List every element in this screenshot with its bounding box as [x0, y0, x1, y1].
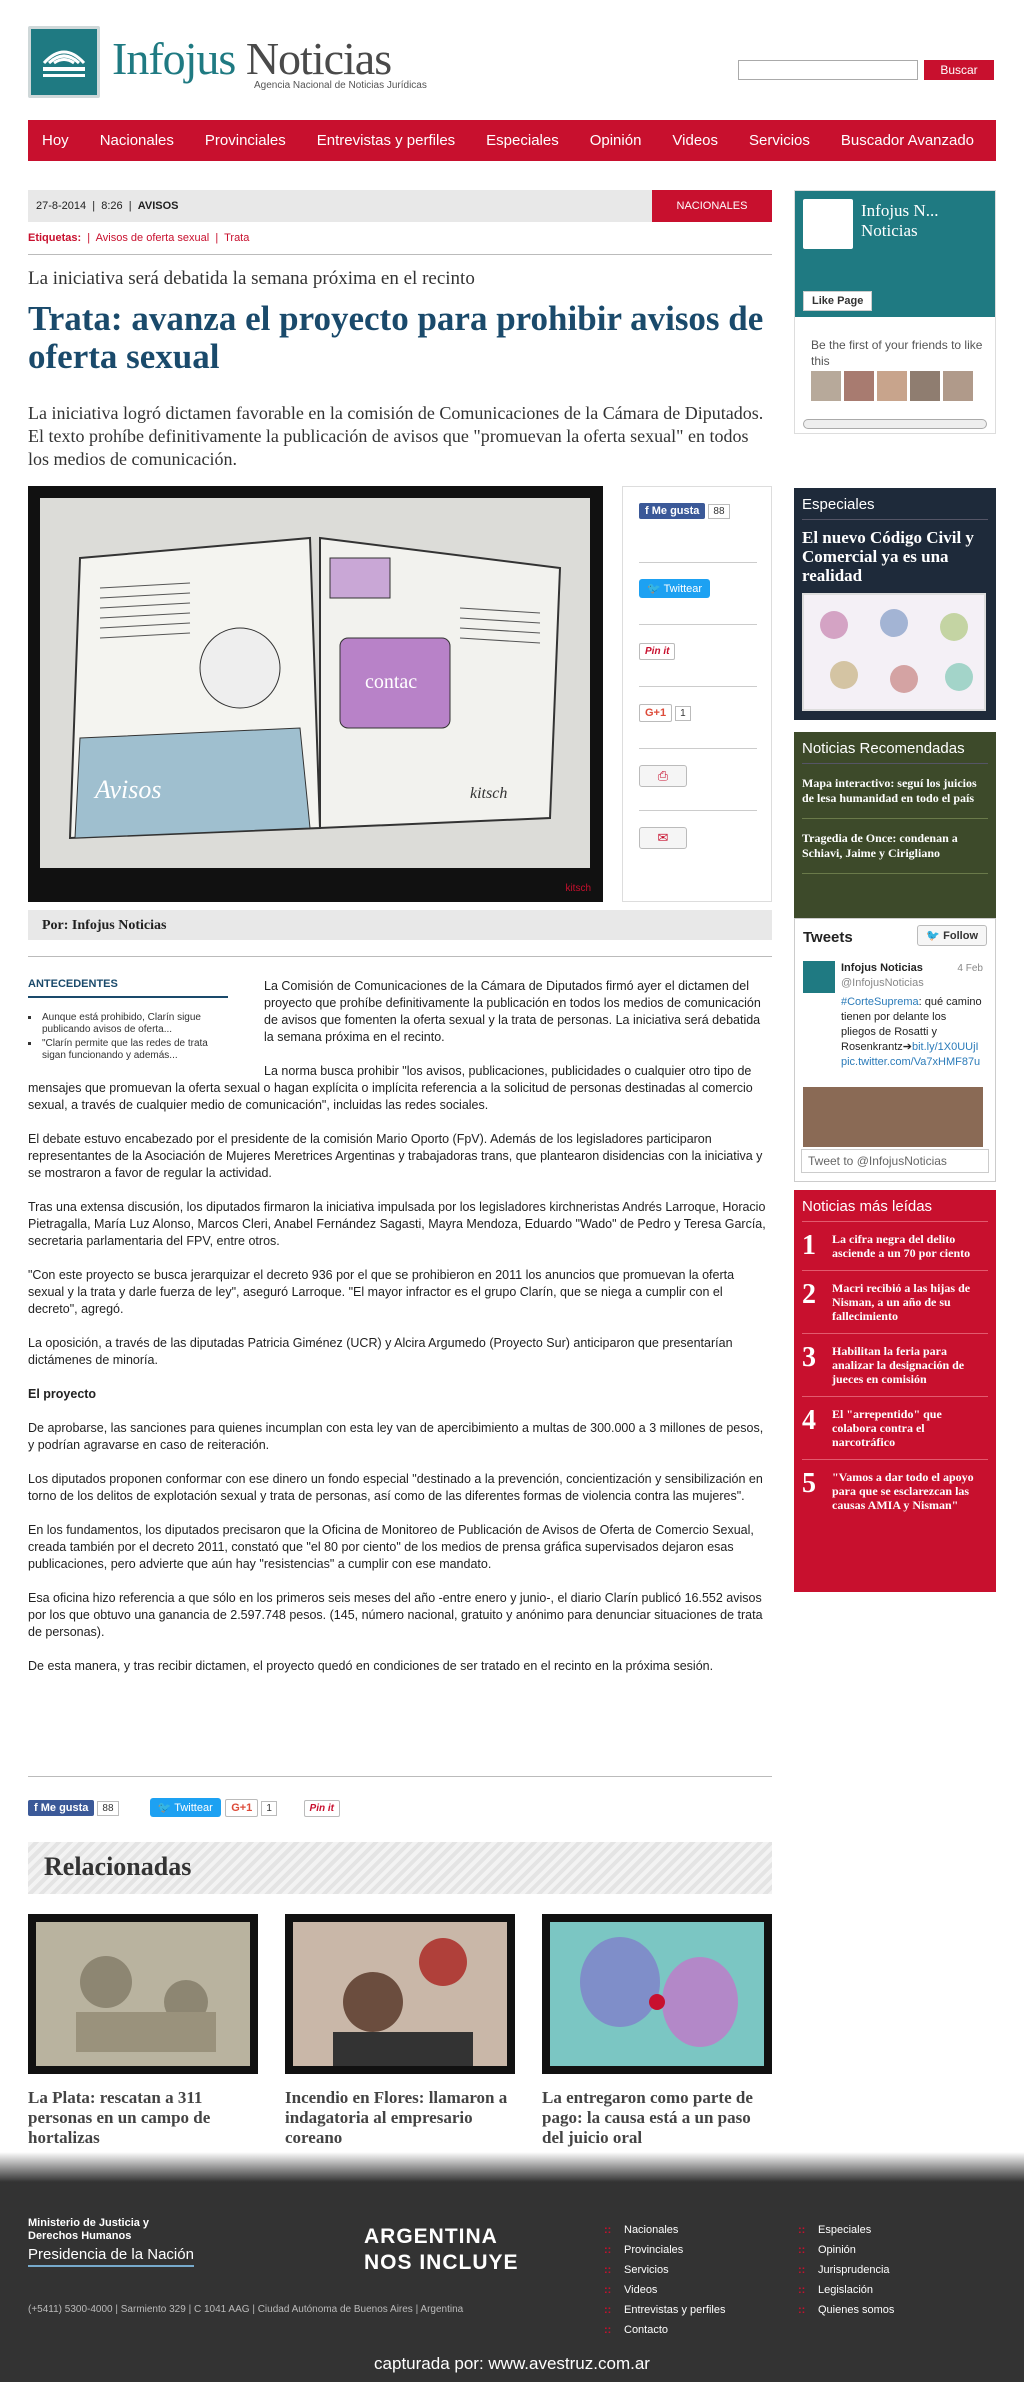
footer-link[interactable]: :: Jurisprudencia — [798, 2260, 894, 2280]
fb-friend-faces — [811, 371, 973, 401]
tweet-link[interactable]: pic.twitter.com/Va7xHMF87u — [841, 1056, 981, 1068]
paragraph: Los diputados proponen conformar con ese dinero un fondo especial "destinado a la prevención, concientización y sensibilización en torno de los delitos de explotación sexual y trata de personas, así como de las diferentes formas de violencia contra las mujeres". — [28, 1472, 763, 1503]
share-bar-bottom — [28, 1798, 772, 1822]
paragraph: En los fundamentos, los diputados precisaron que la Oficina de Monitoreo de Publicación de Avisos de Oferta de Comercio Sexual, creada también por el decreto 2011, constató que "el 80 por ciento" de los medios de prensa gráfica supervisados dejaron esas publicaciones, pero advierte que aún hay "resistencias" a cumplir con ese mandato. — [28, 1523, 754, 1571]
paragraph: La norma busca prohibir "los avisos, publicaciones, publicidades o cualquier otro tipo de mensajes que promuevan la oferta sexual o hagan explícita o implícita referencia a la solicitud de personas destinadas al comercio sexual, a través de cualquier medio de comunicación", incluidas las redes sociales. — [28, 1064, 753, 1112]
share-row-pinterest — [639, 625, 757, 687]
nav-item-hoy[interactable]: Hoy — [42, 132, 69, 149]
related-title[interactable]: La Plata: rescatan a 311 personas en un campo de hortalizas — [28, 2088, 211, 2147]
antecedentes-title: ANTECEDENTES — [28, 978, 228, 998]
newspaper-illustration — [40, 498, 590, 868]
tw-label: Twittear — [174, 1802, 213, 1814]
article-category: AVISOS — [137, 200, 179, 212]
argentina-logo[interactable] — [364, 2224, 519, 2276]
footer-address: (+5411) 5300-4000 | Sarmiento 329 | C 1041 AAG | Ciudad Autónoma de Buenos Aires | Argentina — [28, 2304, 464, 2315]
article-photo — [28, 486, 603, 902]
especiales-label: Especiales — [802, 496, 988, 520]
tweet-link[interactable]: bit.ly/1X0UUjI — [911, 1041, 979, 1053]
tweet-date[interactable]: 4 Feb — [957, 963, 983, 974]
leida-text[interactable]: Macri recibió a las hijas de Nisman, a un año de su fallecimiento — [832, 1281, 971, 1323]
tags-label: Etiquetas: — [28, 232, 82, 244]
especiales-headline[interactable]: El nuevo Código Civil y Comercial ya es una realidad — [802, 528, 974, 585]
svg-text:Avisos: Avisos — [95, 775, 162, 804]
share-column — [622, 486, 772, 902]
footer-link[interactable]: :: Quienes somos — [798, 2300, 894, 2320]
relacionadas-header — [28, 1842, 772, 1894]
facebook-page-widget — [794, 190, 996, 434]
tweet-author[interactable]: Infojus Noticias — [841, 962, 923, 974]
article-byline: Por: Infojus Noticias — [28, 910, 772, 940]
recomendada-link[interactable]: Tragedia de Once: condenan a Schiavi, Jaime y Cirigliano — [802, 819, 988, 874]
leida-number: 3 — [802, 1342, 816, 1373]
especiales-image[interactable] — [802, 593, 986, 711]
article-date-value: 27-8-2014 — [36, 200, 87, 212]
tweet-body-text: : qué camino tienen por delante los pliegos de Rosatti y Rosenkrantz➔ — [841, 996, 982, 1053]
presidencia-text[interactable]: Presidencia de la Nación — [28, 2246, 194, 2267]
paragraph: De aprobarse, las sanciones para quienes incumplan con esta ley van de apercibimiento a multas de 300.000 a 3 millones de pesos, y podrían agravarse en caso de reiteración. — [28, 1421, 764, 1452]
logo-icon[interactable] — [28, 26, 100, 98]
tw-label: Twittear — [663, 583, 703, 595]
related-card[interactable] — [542, 1914, 772, 2148]
logo-title[interactable] — [112, 33, 392, 84]
related-title[interactable]: Incendio en Flores: llamaron a indagatoria al empresario coreano — [285, 2088, 508, 2147]
twitter-tweet-button[interactable]: 🐦 Twittear — [639, 579, 710, 598]
gplus-button[interactable]: G+1 — [225, 1799, 258, 1817]
argentina-line1: ARGENTINA — [364, 2225, 498, 2248]
leida-text[interactable]: La cifra negra del delito asciende a un 70 por ciento — [832, 1232, 971, 1260]
article-summary: La iniciativa logró dictamen favorable en la comisión de Comunicaciones de la Cámara de Diputados. El texto prohíbe definitivamente la publicación de avisos que "promuevan la oferta sexual" en todos los medios de comunicación. — [28, 403, 764, 469]
paragraph: De esta manera, y tras recibir dictamen, el proyecto quedó en condiciones de ser tratado en el recinto en la próxima sesión. — [28, 1659, 714, 1673]
article-meta-bar — [28, 190, 772, 222]
article-headline: Trata: avanza el proyecto para prohibir avisos de oferta sexual — [28, 299, 764, 376]
divider — [28, 1776, 772, 1777]
gplus-count: 1 — [675, 706, 691, 721]
footer-link[interactable]: :: Legislación — [798, 2280, 894, 2300]
tweet-handle[interactable]: @InfojusNoticias — [841, 977, 924, 989]
footer-link[interactable]: :: Contacto — [604, 2320, 725, 2340]
share-row-email — [639, 811, 757, 873]
fb-count: 88 — [97, 1801, 118, 1816]
fb-page-avatar[interactable] — [803, 199, 853, 249]
recomendadas-label: Noticias Recomendadas — [802, 740, 988, 764]
paragraph: Esa oficina hizo referencia a que sólo en los primeros seis meses del año -entre enero y junio-, el diario Clarín publicó 16.552 avisos por los que obtuvo una ganancia de 2.597.748 pesos. (145, número nacional, gratuito y anónimo para denunciar situaciones de trata de personas). — [28, 1591, 763, 1639]
section-badge[interactable]: NACIONALES — [652, 190, 772, 222]
pinterest-button[interactable]: Pin it — [304, 1800, 340, 1817]
footer-link[interactable]: :: Especiales — [798, 2220, 894, 2240]
leida-item[interactable] — [802, 1460, 988, 1522]
search-input[interactable] — [738, 60, 918, 80]
tags-row: Etiquetas: | Avisos de oferta sexual | Trata — [28, 232, 250, 244]
footer-link[interactable]: :: Videos — [604, 2280, 725, 2300]
twitter-tweet-button[interactable]: 🐦 Twittear — [150, 1798, 221, 1817]
fb-count: 88 — [708, 504, 729, 519]
footer-link[interactable]: :: Nacionales — [604, 2220, 725, 2240]
gplus-count: 1 — [261, 1801, 277, 1816]
tweet-photo[interactable] — [803, 1087, 983, 1147]
paragraph: Tras una extensa discusión, los diputados firmaron la iniciativa impulsada por los legisladores kirchneristas Andrés Larroque, Horacio Pietragalla, María Luz Alonso, Marcos Cleri, Anabel Fernández Sagasti, Mayra Mendoza, Eduardo "Wado" de Pedro y Teresa García, secretaria parlamentaria del FPV, entre otros. — [28, 1200, 766, 1248]
scrollbar[interactable] — [803, 419, 987, 429]
related-image[interactable] — [542, 1914, 772, 2074]
nav-item-buscador[interactable]: Buscador Avanzado — [840, 132, 975, 149]
tweets-title: Tweets — [803, 929, 853, 946]
leidas-label: Noticias más leídas — [802, 1198, 988, 1222]
print-icon[interactable]: ⎙ — [639, 765, 687, 787]
fb-like-page-button[interactable]: Like Page — [803, 291, 872, 311]
leida-text[interactable]: El "arrepentido" que colabora contra el narcotráfico — [832, 1407, 942, 1449]
nav-item-nacionales[interactable]: Nacionales — [99, 132, 174, 149]
paragraph: La Comisión de Comunicaciones de la Cámara de Diputados firmó ayer el dictamen del proyecto que prohíbe definitivamente la publicación en todos los medios de comunicación de avisos que fomenten la oferta sexual y la trata de personas. La iniciativa será debatida la semana próxima en el recinto. — [264, 979, 761, 1044]
nav-item-entrevistas[interactable]: Entrevistas y perfiles — [316, 132, 456, 149]
relacionadas-title: Relacionadas — [44, 1852, 192, 1881]
related-image[interactable] — [28, 1914, 258, 2074]
fb-page-name[interactable]: Infojus N... Noticias — [861, 201, 939, 240]
share-row-print — [639, 749, 757, 811]
logo-subtitle: Agencia Nacional de Noticias Jurídicas — [254, 80, 427, 91]
paragraph: El debate estuvo encabezado por el presidente de la comisión Mario Oporto (FpV). Además de los legisladores participaron representantes de la Asociación de Mujeres Meretrices Argentinas y trabajadoras trans, que plantearon disidencias con la iniciativa y se mostraron a favor de regular la actividad. — [28, 1132, 763, 1180]
article-date: 27-8-2014 | 8:26 | AVISOS — [36, 200, 179, 212]
recomendada-link[interactable]: Mapa interactivo: seguí los juicios de lesa humanidad en todo el país — [802, 764, 988, 819]
mas-leidas-box — [794, 1190, 996, 1592]
antecedente-link[interactable]: ▪ Aunque está prohibido, Clarín sigue publicando avisos de oferta... — [40, 1012, 228, 1036]
leida-text[interactable]: "Vamos a dar todo el apoyo para que se esclarezcan las causas AMIA y Nisman" — [832, 1470, 974, 1512]
footer-link[interactable]: :: Servicios — [604, 2260, 725, 2280]
footer-link[interactable]: :: Opinión — [798, 2240, 894, 2260]
gplus-button[interactable]: G+1 — [639, 704, 672, 722]
subheading: El proyecto — [28, 1387, 97, 1401]
divider — [28, 254, 772, 255]
footer-fade — [0, 2152, 1024, 2182]
avatar[interactable] — [811, 371, 841, 401]
ministerio-text[interactable]: Ministerio de Justicia y Derechos Humanos — [28, 2217, 150, 2242]
avatar[interactable] — [877, 371, 907, 401]
search-button[interactable]: Buscar — [924, 60, 994, 80]
avatar[interactable] — [943, 371, 973, 401]
follow-label: Follow — [943, 930, 978, 942]
logo-part-noticias: Noticias — [245, 33, 392, 84]
footer-link[interactable]: :: Provinciales — [604, 2240, 725, 2260]
leida-text[interactable]: Habilitan la feria para analizar la designación de jueces en comisión — [832, 1344, 965, 1386]
photo-credit: kitsch — [565, 883, 591, 894]
related-image[interactable] — [285, 1914, 515, 2074]
footer-links-col2 — [798, 2220, 894, 2320]
fb-like-label: Me gusta — [40, 1802, 89, 1814]
tag-link-trata[interactable]: Trata — [224, 232, 250, 244]
fb-like-label: Me gusta — [651, 505, 700, 517]
nav-item-opinion[interactable]: Opinión — [589, 132, 642, 149]
share-row-gplus — [639, 687, 757, 749]
email-icon[interactable]: ✉ — [639, 827, 687, 849]
tweet — [803, 961, 983, 1070]
footer-link[interactable]: :: Entrevistas y perfiles — [604, 2300, 725, 2320]
antecedentes-box — [28, 978, 228, 1064]
share-row-facebook — [639, 501, 757, 563]
follow-button[interactable]: 🐦 Follow — [917, 925, 987, 946]
leida-item[interactable] — [802, 1397, 988, 1460]
tweet-input[interactable]: Tweet to @InfojusNoticias — [801, 1149, 989, 1173]
related-title[interactable]: La entregaron como parte de pago: la causa está a un paso del juicio oral — [542, 2088, 753, 2147]
nav-item-especiales[interactable]: Especiales — [486, 132, 559, 149]
main-nav — [28, 120, 996, 161]
leida-number: 5 — [802, 1468, 816, 1499]
footer-links-col1 — [604, 2220, 725, 2340]
nav-item-provinciales[interactable]: Provinciales — [204, 132, 286, 149]
tweet-text — [841, 995, 983, 1070]
divider — [28, 956, 772, 957]
related-card[interactable] — [285, 1914, 515, 2148]
leida-item[interactable] — [802, 1334, 988, 1397]
svg-text:contac: contac — [365, 671, 418, 693]
argentina-line2: NOS INCLUYE — [364, 2251, 519, 2274]
pinterest-button[interactable]: Pin it — [639, 643, 675, 660]
fb-friends-text: Be the first of your friends to like this — [811, 338, 983, 368]
leida-number: 2 — [802, 1279, 816, 1310]
avatar[interactable] — [803, 961, 835, 993]
antecedente-link[interactable]: ▪ "Clarín permite que las redes de trata sigan funcionando y además... — [40, 1038, 228, 1062]
tag-link-avisos[interactable]: Avisos de oferta sexual — [95, 232, 210, 244]
article-kicker: La iniciativa será debatida la semana próxima en el recinto — [28, 268, 475, 289]
especiales-box — [794, 488, 996, 720]
tweet-hashtag[interactable]: #CorteSuprema — [841, 996, 919, 1008]
article-time: 8:26 — [101, 200, 123, 212]
avatar[interactable] — [844, 371, 874, 401]
capture-watermark: capturada por: www.avestruz.com.ar — [374, 2354, 650, 2373]
site-footer — [0, 2182, 1024, 2382]
paragraph: "Con este proyecto se busca jerarquizar el decreto 936 por el que se prohibieron en 2011 los anuncios que promuevan la oferta sexual y la trata y darle fuerza de ley", aseguró Larroque. "El mayor infractor es el grupo Clarín, que se niega a cumplir con el decreto", agregó. — [28, 1268, 735, 1316]
nav-item-videos[interactable]: Videos — [672, 132, 719, 149]
facebook-like-button[interactable]: f Me gusta — [639, 503, 705, 519]
twitter-widget — [794, 918, 996, 1182]
avatar[interactable] — [910, 371, 940, 401]
logo-part-infojus: Infojus — [112, 33, 236, 84]
nav-item-servicios[interactable]: Servicios — [749, 132, 810, 149]
related-card[interactable] — [28, 1914, 258, 2148]
article-body — [28, 978, 772, 1692]
leida-item[interactable] — [802, 1222, 988, 1271]
leida-number: 1 — [802, 1230, 816, 1261]
svg-text:kitsch: kitsch — [470, 785, 508, 802]
leida-number: 4 — [802, 1405, 816, 1436]
paragraph: La oposición, a través de las diputadas Patricia Giménez (UCR) y Alcira Argumedo (Proyecto Sur) anticiparon que presentarían dictámenes de minoría. — [28, 1336, 733, 1367]
site-header — [28, 22, 998, 102]
share-row-twitter — [639, 563, 757, 625]
facebook-like-button[interactable]: f Me gusta — [28, 1800, 94, 1816]
leida-item[interactable] — [802, 1271, 988, 1334]
